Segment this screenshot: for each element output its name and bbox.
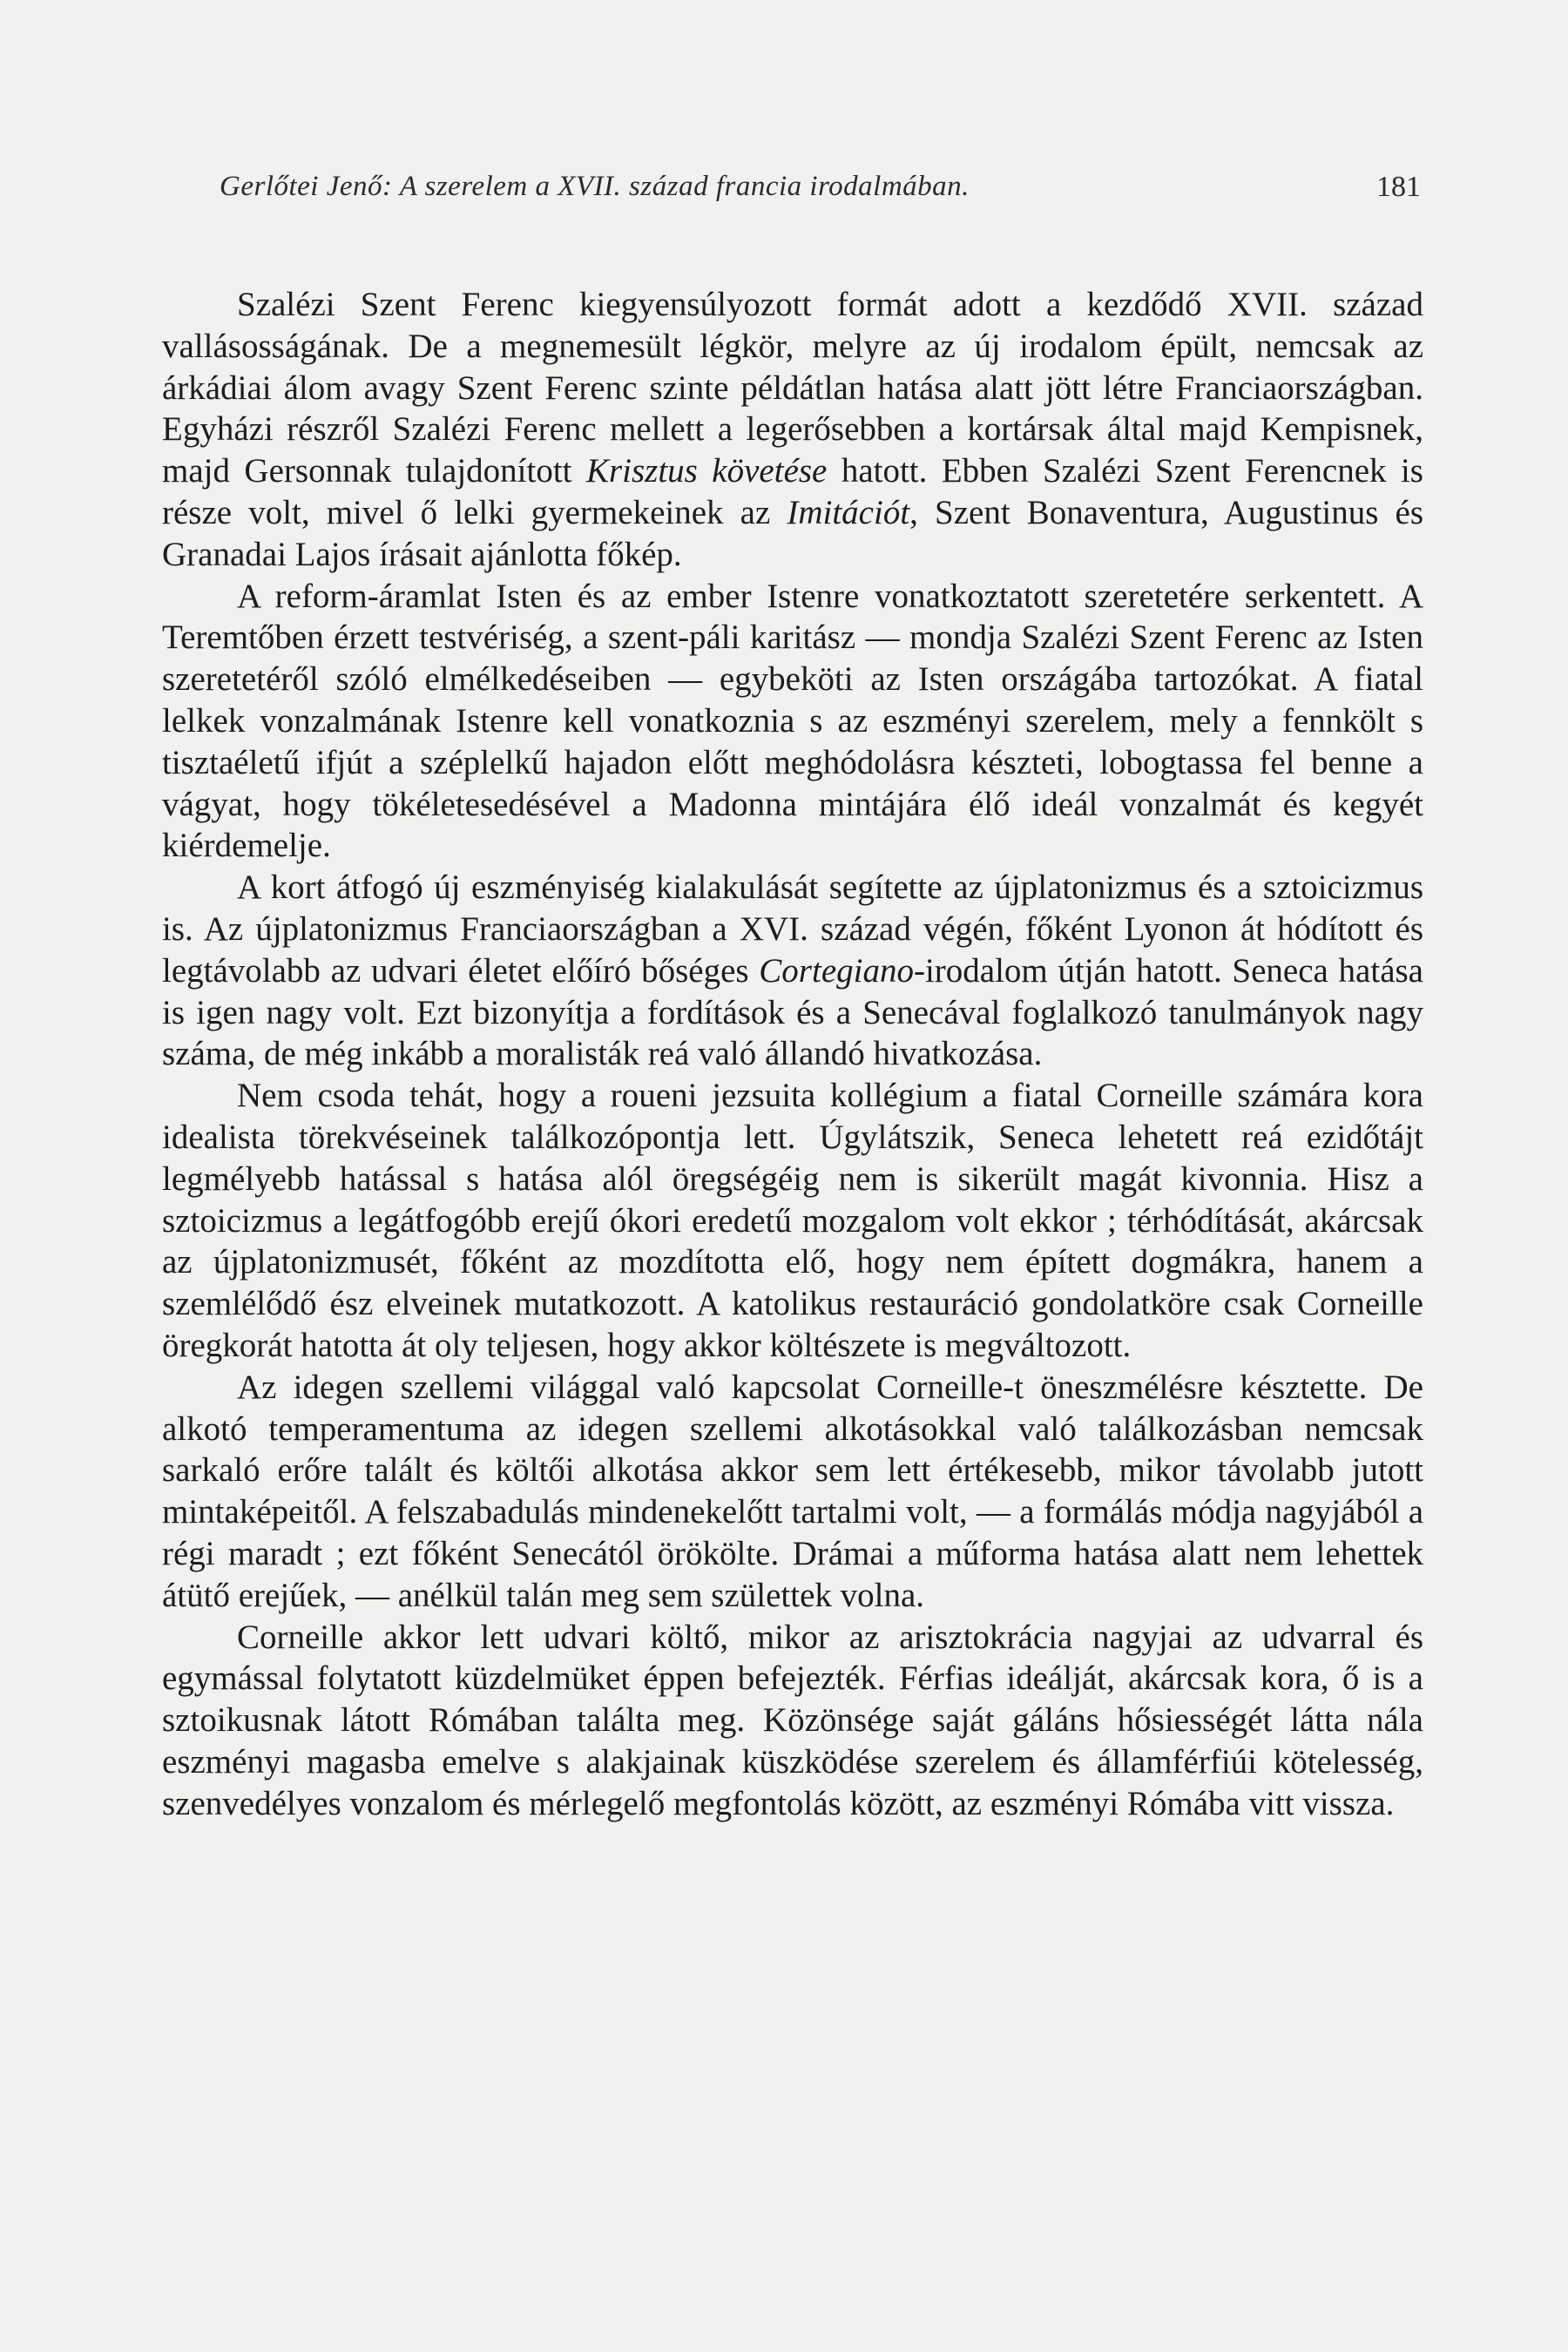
running-head-title-roman: XVII. bbox=[558, 171, 622, 202]
paragraph-4: Nem csoda tehát, hogy a roueni jezsuita kollégium a fiatal Corneille számára kora idealista törekvéseinek találkozópontja lett. Úgylátszik, Seneca lehetett reá ezidőtájt legmélyebb hatással s hatása alól öregségéig nem is sikerült magát kivonnia. Hisz a sztoicizmus a legátfogóbb erejű ókori eredetű mozgalom volt ekkor ; térhódítását, akárcsak az újplatonizmusét, főként az mozdította elő, hogy nem épített dogmákra, hanem a szemlélődő ész elveinek mutatkozott. A katolikus restauráció gondolatköre csak Corneille öregkorát hatotta át oly teljesen, hogy akkor költészete is megváltozott. bbox=[162, 1077, 1423, 1364]
paragraph-1-text-a: Szalézi Szent Ferenc kiegyensúlyozott formát adott a kezdődő XVII. század vallásosságának. De a megnemesült légkör, melyre az új irodalom épült, nemcsak az árkádiai álom avagy Szent Ferenc szinte példátlan hatása alatt jött létre Franciaországban. Egyházi részről Szalézi Ferenc mellett a legerősebben a kortársak által majd Kempisnek, majd Gersonnak tulajdonított bbox=[162, 286, 1423, 490]
paragraph-5: Az idegen szellemi világgal való kapcsolat Corneille-t öneszmélésre késztette. De alkotó temperamentuma az idegen szellemi alkotásokkal való találkozásban nemcsak sarkaló erőre talált és költői alkotása akkor sem lett értékesebb, mikor távolabb jutott mintaképeitől. A felszabadulás mindenekelőtt tartalmi volt, — a formálás módja nagyjából a régi maradt ; ezt főként Senecától örökölte. Drámai a műforma hatása alatt nem lehettek átütő erejűek, — anélkül talán meg sem születtek volna. bbox=[162, 1368, 1423, 1614]
paragraph-3 bbox=[162, 867, 1423, 1075]
paragraph-1 bbox=[162, 284, 1423, 576]
running-head-separator: : bbox=[382, 171, 393, 202]
paragraph-1-text-c: , Szent Bonaventura, Augustinus és Granadai Lajos írásait ajánlotta főkép. bbox=[162, 493, 1424, 573]
running-head bbox=[220, 171, 970, 203]
paragraph-1-italic-imitaciot: Imitációt bbox=[787, 493, 910, 531]
running-head-title-part2: század francia irodalmában. bbox=[629, 171, 970, 202]
body-text bbox=[162, 284, 1423, 1824]
paragraph-3-italic-cortegiano: Cortegiano bbox=[759, 951, 914, 990]
paragraph-1-italic-krisztus-kovetese: Krisztus követése bbox=[585, 452, 828, 490]
page-number: 181 bbox=[1376, 171, 1421, 203]
paragraph-2: A reform-áramlat Isten és az ember Istenre vonatkoztatott szeretetére serkentett. A Teremtőben érzett testvériség, a szent-páli karitász — mondja Szalézi Szent Ferenc az Isten szeretetéről szóló elmélkedéseiben — egybeköti az Isten országába tartozókat. A fiatal lelkek vonzalmának Istenre kell vonatkoznia s az eszményi szerelem, mely a fennkölt s tisztaéletű ifjút a széplelkű hajadon előtt meghódolásra készteti, lobogtassa fel benne a vágyat, hogy tökéletesedésével a Madonna mintájára élő ideál vonzalmát és kegyét kiérdemelje. bbox=[162, 577, 1423, 865]
running-head-author: Gerlőtei Jenő bbox=[220, 171, 383, 202]
paragraph-3-text-a: A kort átfogó új eszményiség kialakulását segítette az újplatonizmus és a sztoicizmus is. Az újplatonizmus Franciaországban a XVI. század végén, főként Lyonon át hódított és legtávolabb az udvari életet előíró bőséges bbox=[162, 868, 1423, 990]
paragraph-6: Corneille akkor lett udvari költő, mikor az arisztokrácia nagyjai az udvarral és egymással folytatott küzdelmüket éppen befejezték. Férfias ideálját, akárcsak kora, ő is a sztoikusnak látott Rómában találta meg. Közönsége saját gáláns hősiességét látta nála eszményi magasba emelve s alakjainak küszködése szerelem és államférfiúi kötelesség, szenvedélyes vonzalom és mérlegelő megfontolás között, az eszményi Rómába vitt vissza. bbox=[162, 1618, 1423, 1822]
running-head-title-part1: A szerelem a bbox=[399, 171, 551, 202]
paragraph-3-text-b: -irodalom útján hatott. Seneca hatása is igen nagy volt. Ezt bizonyítja a fordítások és a Senecával foglalkozó tanulmányok nagy száma, de még inkább a moralisták reá való állandó hivatkozása. bbox=[162, 951, 1423, 1073]
paragraph-1-text-b: hatott. Ebben Szalézi Szent Ferencnek is része volt, mivel ő lelki gyermekeinek az bbox=[162, 452, 1423, 531]
